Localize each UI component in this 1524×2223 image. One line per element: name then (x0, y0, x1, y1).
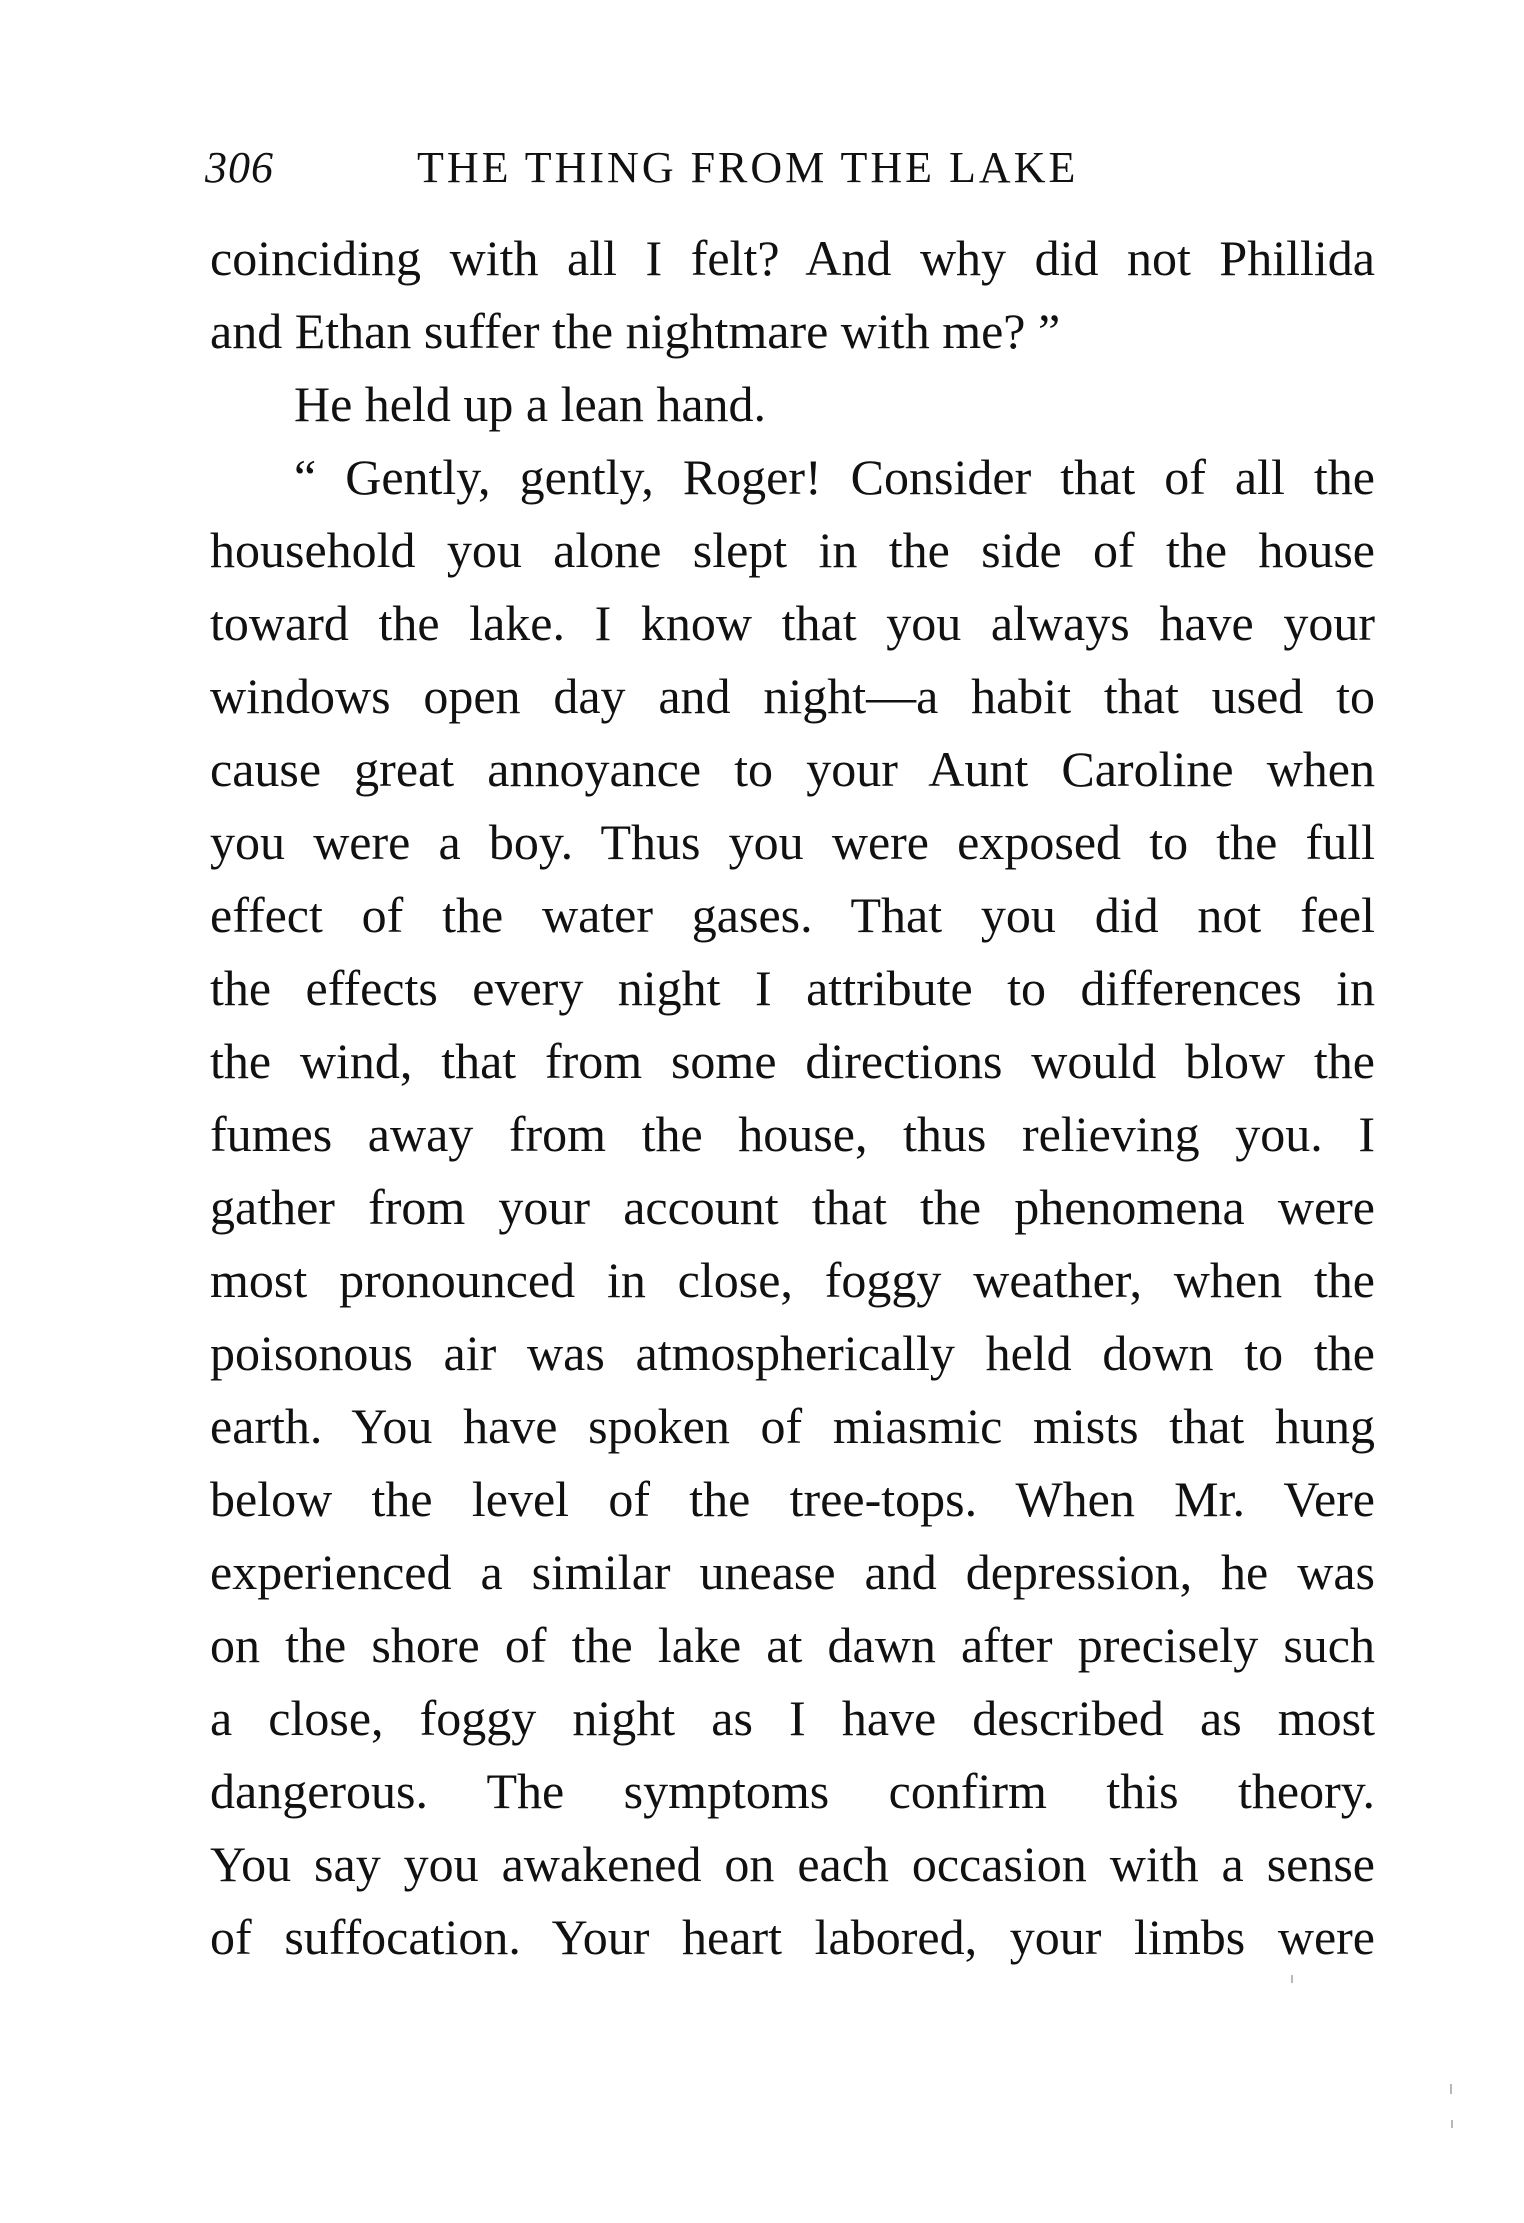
scan-speck (1451, 2120, 1453, 2128)
text-line: “ Gently, gently, Roger! Consider that of all the (294, 449, 1375, 505)
body-text (210, 222, 1375, 1974)
text-line: You say you awakened on each occasion with a sense (210, 1836, 1375, 1892)
text-line: the effects every night I attribute to differences in (210, 960, 1375, 1016)
text-line: most pronounced in close, foggy weather, when the (210, 1252, 1375, 1308)
text-line: on the shore of the lake at dawn after precisely such (210, 1617, 1375, 1673)
text-line: effect of the water gases. That you did not feel (210, 887, 1375, 943)
text-line: the wind, that from some directions would blow the (210, 1033, 1375, 1089)
running-head (205, 138, 1375, 198)
page-number: 306 (205, 143, 274, 192)
text-line: windows open day and night—a habit that used to (210, 668, 1375, 724)
scan-speck (1450, 2084, 1452, 2094)
text-line: coinciding with all I felt? And why did not Phillida (210, 230, 1375, 286)
text-line: earth. You have spoken of miasmic mists that hung (210, 1398, 1375, 1454)
running-title: THE THING FROM THE LAKE (417, 143, 1079, 192)
text-line: gather from your account that the phenomena were (210, 1179, 1375, 1235)
scan-speck (1291, 1975, 1293, 1983)
text-line: of suffocation. Your heart labored, your limbs were (210, 1909, 1375, 1965)
text-line: toward the lake. I know that you always have your (210, 595, 1375, 651)
text-line: poisonous air was atmospherically held down to the (210, 1325, 1375, 1381)
text-line: He held up a lean hand. (294, 376, 767, 432)
text-line: and Ethan suffer the nightmare with me? ” (210, 303, 1061, 359)
text-line: cause great annoyance to your Aunt Caroline when (210, 741, 1375, 797)
text-line: fumes away from the house, thus relieving you. I (210, 1106, 1375, 1162)
text-line: you were a boy. Thus you were exposed to the full (210, 814, 1375, 870)
text-line: dangerous. The symptoms confirm this theory. (210, 1763, 1375, 1819)
text-line: experienced a similar unease and depression, he was (210, 1544, 1375, 1600)
text-line: household you alone slept in the side of the house (210, 522, 1375, 578)
text-line: a close, foggy night as I have described as most (210, 1690, 1375, 1746)
text-line: below the level of the tree-tops. When Mr. Vere (210, 1471, 1375, 1527)
